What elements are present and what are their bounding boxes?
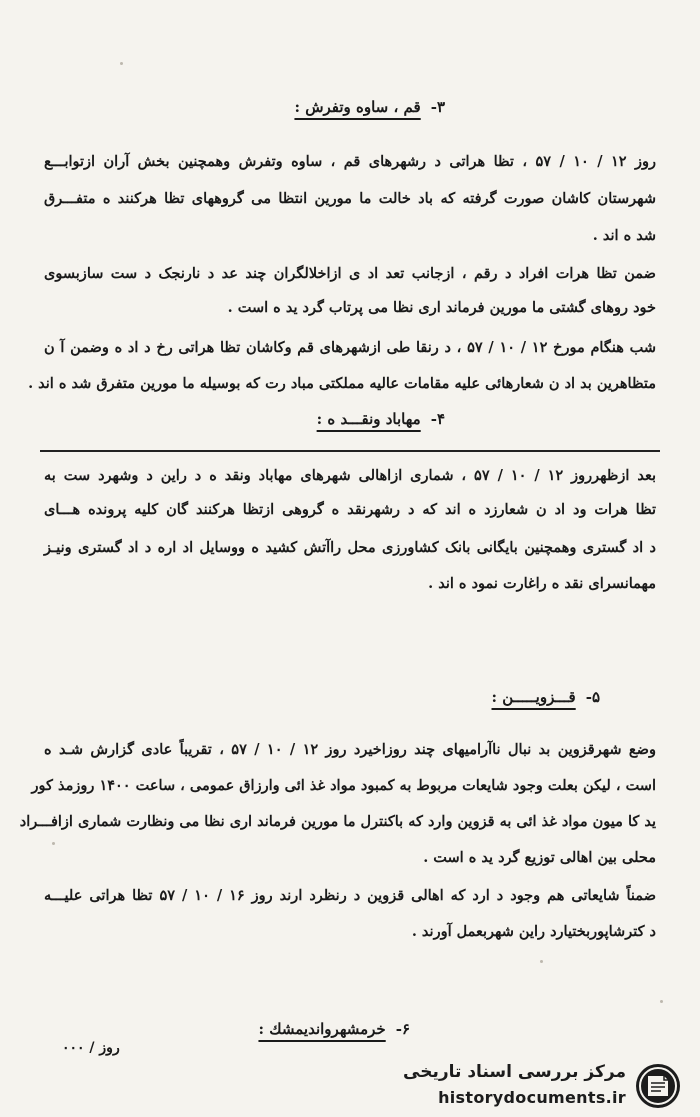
section-3-heading (294, 98, 445, 116)
section-divider (40, 450, 660, 452)
scan-speck (52, 842, 55, 845)
section-4-number: ۴- (430, 410, 445, 428)
watermark (403, 1058, 688, 1112)
section-5-line-3: ید کا میون مواد غذ ائی به قزوین وارد که باکنترل ما مورین فرماند اری نظا می ونظارت شماری ازافـــراد (19, 813, 656, 830)
section-3-line-3: شد ه اند . (592, 227, 656, 244)
section-4-heading (317, 410, 445, 428)
section-3b-line-2: خود روهای گشتی ما مورین فرماند اری نظا می پرتاب گرد ید ه است . (227, 299, 656, 316)
section-5b-line-2: د کترشاپوربختیارد راین شهربعمل آورند . (411, 923, 656, 940)
section-5-line-1: وضع شهرقزوین بد نبال ناآرامیهای چند روزاخیرد روز ۱۲ / ۱۰ / ۵۷ ، تقریباً عادی گزارش شـد ه (44, 741, 656, 758)
section-6-title: خرمشهروانديمشك : (258, 1020, 386, 1038)
section-5-line-4: محلی بین اهالی توزیع گرد ید ه است . (423, 849, 656, 866)
section-3b-line-1: ضمن تظا هرات افراد د رقم ، ازجانب تعد اد ی ازاخلالگران چند عد د نارنجک د ست سازبسوی (44, 265, 656, 282)
section-5-title: قـــزویـــــن : (491, 688, 576, 706)
section-4-title: مهاباد ونقـــد ه : (316, 410, 421, 428)
section-3c-line-1: شب هنگام مورخ ۱۲ / ۱۰ / ۵۷ ، د رنقا طی ازشهرهای قم وکاشان تظا هراتی رخ د اد ه وضمن آ ن (44, 339, 656, 356)
scan-speck (120, 62, 123, 65)
section-3-title: قم ، ساوه وتفرش : (294, 98, 421, 116)
section-5b-line-1: ضمناً شایعاتی هم وجود د ارد که اهالی قزوین د رنظرد ارند روز ۱۶ / ۱۰ / ۵۷ تظا هراتی علیـــه (44, 887, 657, 904)
document-seal-icon (634, 1062, 682, 1110)
section-4-line-4: مهمانسرای نقد ه راغارت نمود ه اند . (428, 575, 656, 592)
section-3-number: ۳- (430, 98, 445, 116)
watermark-title: مرکز بررسی اسناد تاریخی (403, 1062, 626, 1082)
scan-speck (660, 1000, 663, 1003)
section-5-heading (492, 688, 601, 706)
section-4-line-1: بعد ازظهرروز ۱۲ / ۱۰ / ۵۷ ، شماری ازاهالی شهرهای مهاباد ونقد ه د راین د وشهرد ست به (44, 467, 656, 484)
section-3-line-2: شهرستان کاشان صورت گرفته که باد خالت ما مورین انتظا می گروههای تظا هرکنند ه متفـــرق (44, 190, 656, 207)
section-4-line-3: د اد گستری وهمچنین بایگانی بانک کشاورزی محل راآتش کشید ه ووسایل اد اره د اد گستری ونیـز (44, 539, 656, 556)
section-5-number: ۵- (585, 688, 600, 706)
scan-speck (540, 960, 543, 963)
section-5-line-2: است ، لیکن بعلت وجود شایعات مربوط به کمبود مواد غذ ائی وارزاق عمومی ، ساعت ۱۴۰۰ روزمذ کور (31, 777, 656, 794)
section-3c-line-2: متظاهرین بد اد ن شعارهائی علیه مقامات عالیه مملکتی مباد رت که بوسیله ما مورین متفرق شد ه اند . (28, 375, 656, 392)
section-6-number: ۶- (395, 1020, 410, 1038)
section-3-line-1: روز ۱۲ / ۱۰ / ۵۷ ، تظا هراتی د رشهرهای قم ، ساوه وتفرش وهمچنین بخش آران ازتوابـــع (44, 153, 656, 170)
watermark-url: historydocuments.ir (438, 1088, 626, 1107)
section-4-line-2: تظا هرات ود اد ن شعارزد ه اند که د رشهرنقد ه گروهی ازتظا هرکنند گان کلیه پرونده هـــای (44, 501, 656, 518)
section-6-heading (258, 1020, 410, 1038)
page-number: روز / ۰۰۰ (62, 1040, 120, 1056)
